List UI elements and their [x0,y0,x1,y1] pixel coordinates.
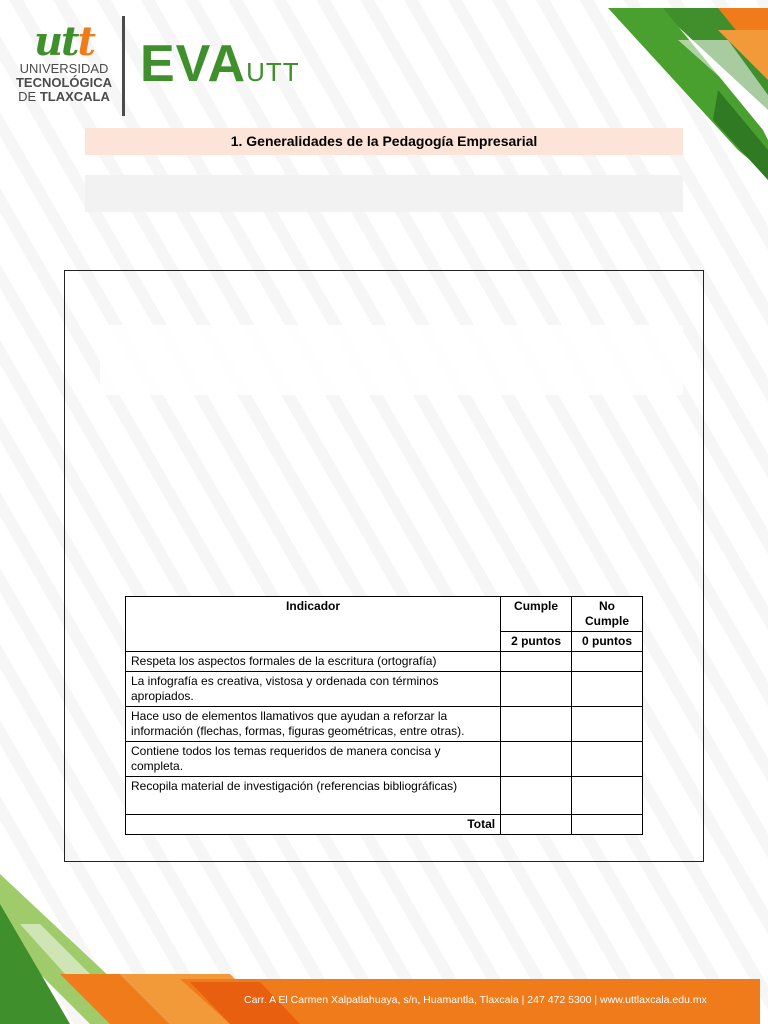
logo-line-tecnologica: TECNOLÓGICA [15,75,113,90]
instructions-placeholder [100,325,683,395]
title-bar [85,128,683,155]
points-not-meets: 0 puntos [572,632,643,652]
indicator-cell: Contiene todos los temas requeridos de manera concisa y completa. [126,742,501,777]
points-meets: 2 puntos [501,632,572,652]
logo-line-universidad: UNIVERSIDAD [19,61,109,76]
table-row [126,777,643,815]
not-meets-cell[interactable] [572,777,643,815]
utt-logo-mark: utt [33,18,95,65]
table-row [126,672,643,707]
eva-logo-text: EVA [140,35,247,93]
total-not-meets-cell[interactable] [572,815,643,835]
footer-address: Carr. A El Carmen Xalpatlahuaya, s/n, Huamantla, Tlaxcala | 247 472 5300 | www.uttlaxcala.edu.mx [244,994,707,1006]
indicator-cell: La infografía es creativa, vistosa y ordenada con términos apropiados. [126,672,501,707]
table-row [126,707,643,742]
meets-cell[interactable] [501,652,572,672]
meets-cell[interactable] [501,777,572,815]
table-total-row [126,815,643,835]
logo-line-tlaxcala: DE TLAXCALA [18,89,110,104]
indicator-cell: Hace uso de elementos llamativos que ayudan a reforzar la información (flechas, formas, figuras geométricas, entre otras). [126,707,501,742]
not-meets-cell[interactable] [572,707,643,742]
university-logo [14,18,114,118]
table-row [126,652,643,672]
subtitle-placeholder-bar [85,175,683,212]
total-meets-cell[interactable] [501,815,572,835]
not-meets-cell[interactable] [572,742,643,777]
table-row [126,742,643,777]
not-meets-cell[interactable] [572,652,643,672]
total-label: Total [126,815,501,835]
header-not-meets: No Cumple [572,597,643,632]
meets-cell[interactable] [501,672,572,707]
header-meets: Cumple [501,597,572,632]
eva-utt-logo [140,36,300,96]
not-meets-cell[interactable] [572,672,643,707]
indicator-cell: Respeta los aspectos formales de la escritura (ortografía) [126,652,501,672]
page-title: 1. Generalidades de la Pedagogía Empresarial [230,133,538,149]
meets-cell[interactable] [501,707,572,742]
utt-logo-text: UTT [246,57,300,87]
rubric-table [125,596,643,835]
meets-cell[interactable] [501,742,572,777]
header-indicator: Indicador [126,597,501,652]
table-header-row [126,597,643,632]
header-decoration [488,0,768,190]
logo-divider [122,16,125,116]
indicator-cell: Recopila material de investigación (referencias bibliográficas) [126,777,501,815]
